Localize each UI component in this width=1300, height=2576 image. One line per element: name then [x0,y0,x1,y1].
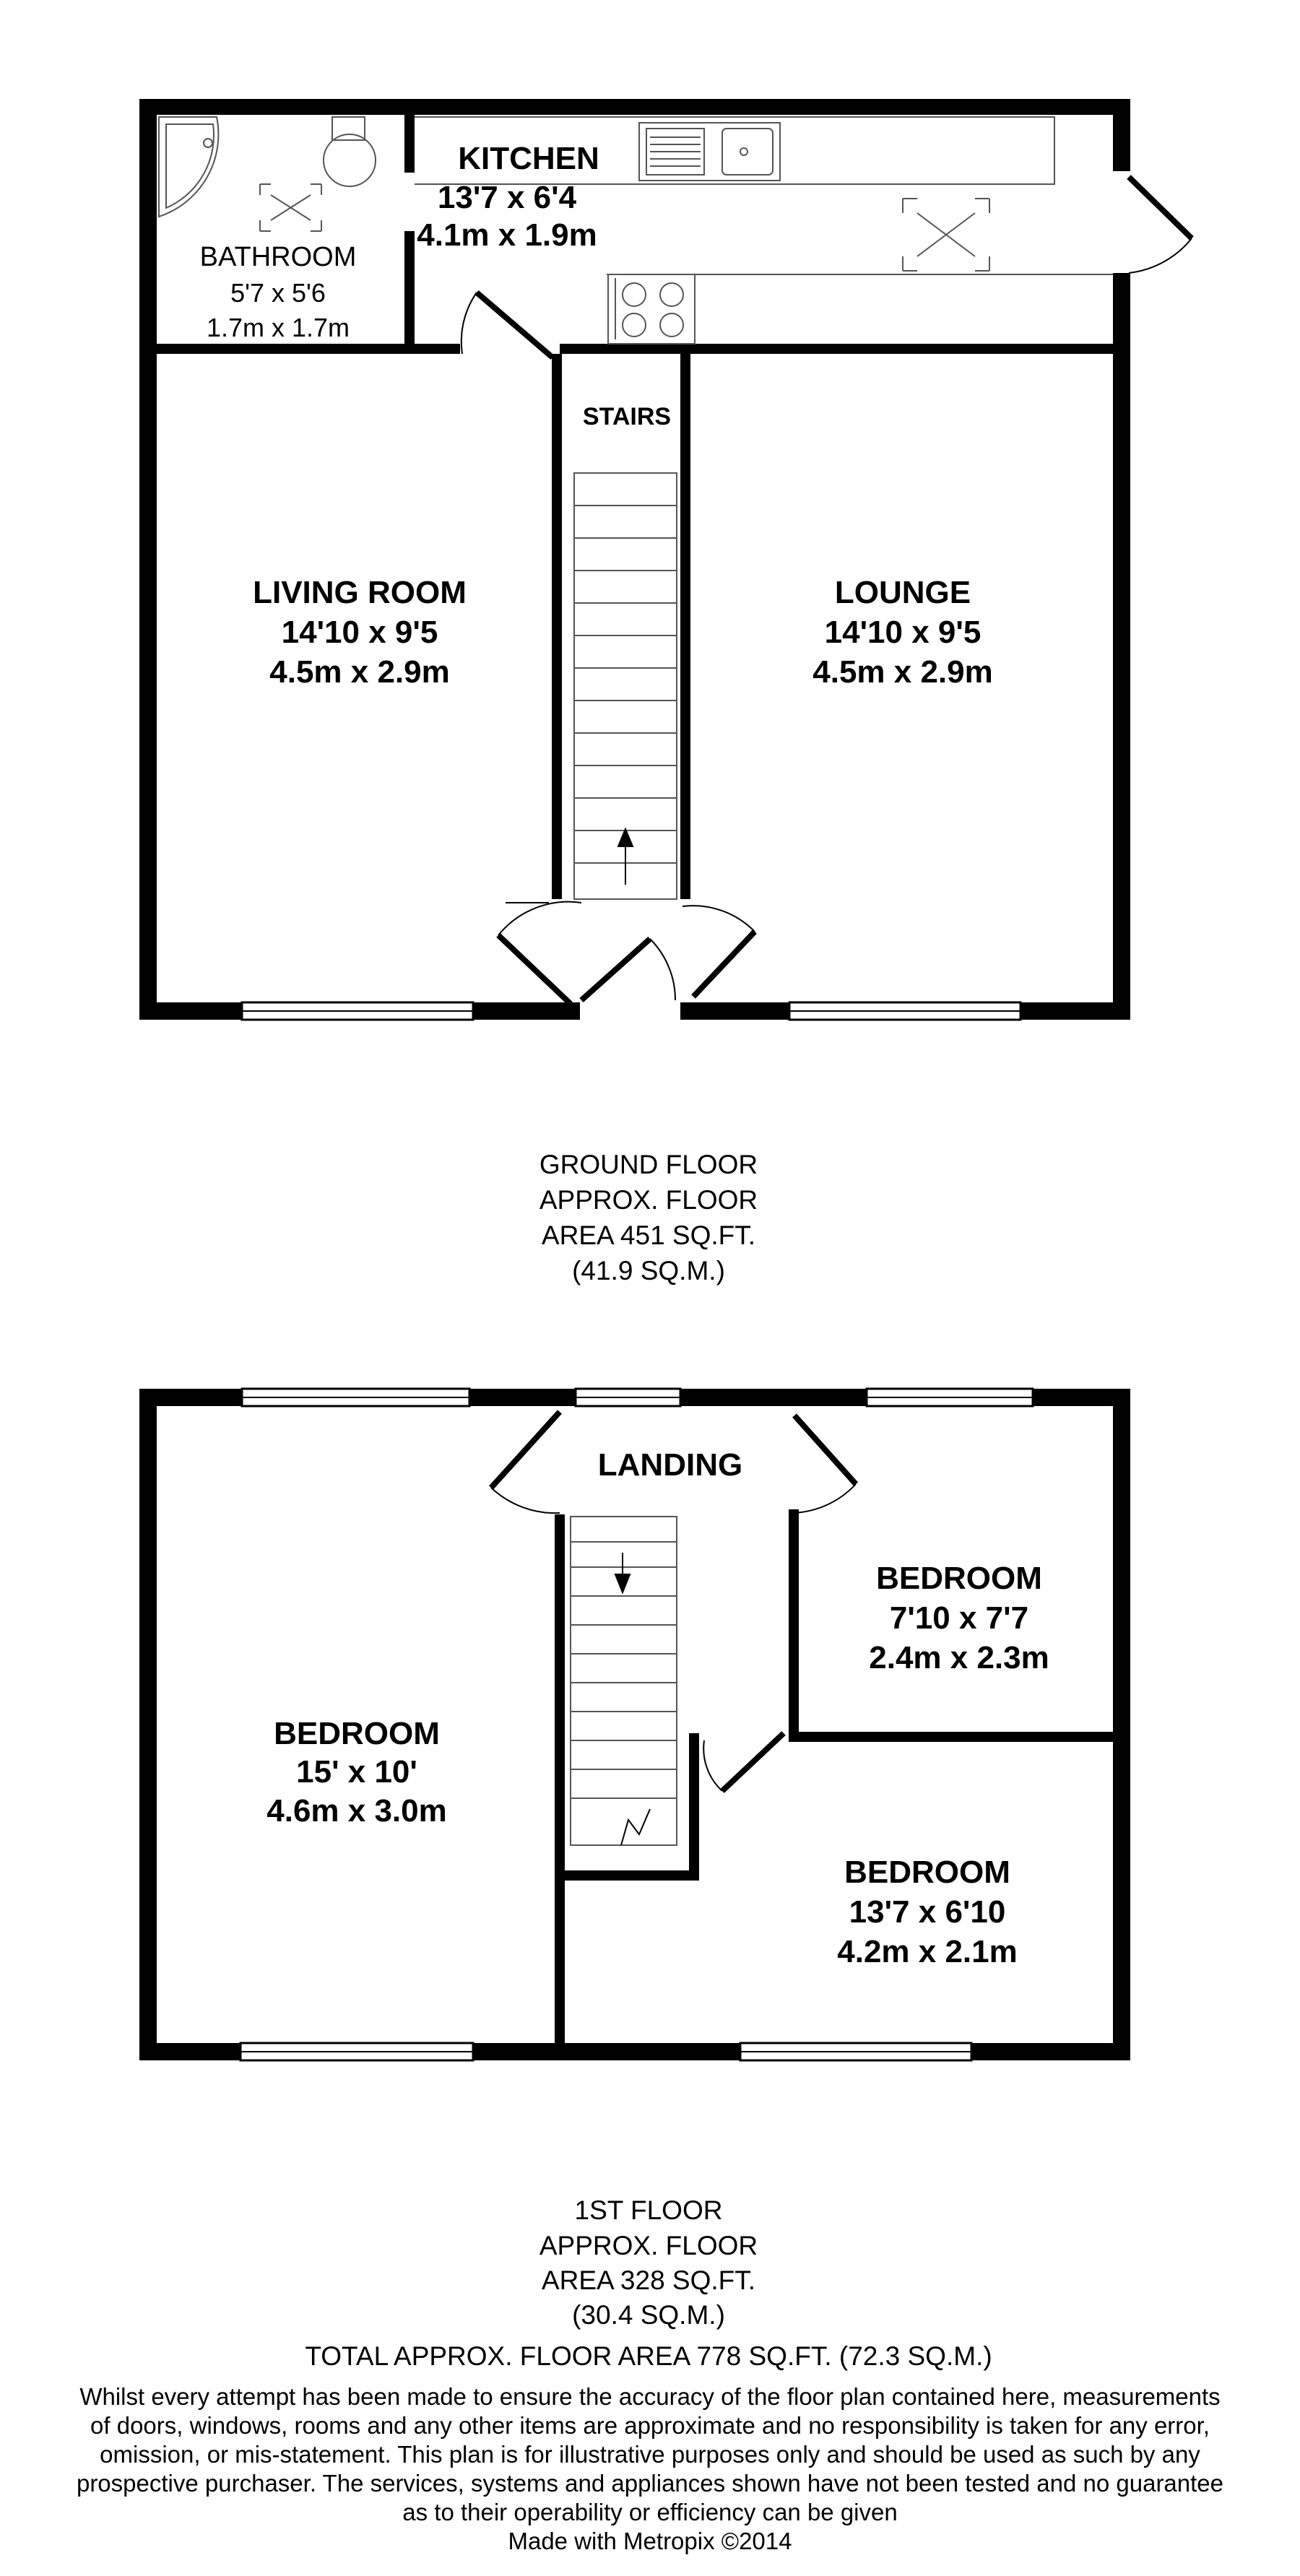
disclaimer-line: as to their operability or efficiency can be given [402,2499,898,2525]
hob-ring [623,313,646,337]
caption-line: APPROX. FLOOR [539,2231,758,2260]
bedroom-large-name: BEDROOM [274,1716,440,1751]
drainer-lines [650,137,701,166]
kitchen-skylight [903,199,989,271]
room-labels [200,141,1049,1969]
landing-name: LANDING [597,1447,743,1483]
bathroom-skylight [260,184,321,231]
ground-floor-plan [139,99,1192,1020]
disclaimer [77,2383,1223,2554]
stairs-arrow-head [618,829,633,846]
disclaimer-line: omission, or mis-statement. This plan is for illustrative purposes only and should be used as such by any [100,2441,1200,2468]
bedroom-small-dim-imperial: 7'10 x 7'7 [889,1600,1029,1636]
caption-line: AREA 328 SQ.FT. [541,2265,756,2295]
ground-floor-stairs [574,473,677,899]
first-floor-caption [540,2195,758,2330]
lounge-dim-imperial: 14'10 x 9'5 [824,615,982,650]
kitchen-dim-metric: 4.1m x 1.9m [417,217,597,253]
caption-line: GROUND FLOOR [539,1150,758,1179]
total-floor-area: TOTAL APPROX. FLOOR AREA 778 SQ.FT. (72.3 SQ.M.) [305,2341,992,2371]
bathroom-fixtures [159,117,376,231]
living-room-dim-metric: 4.5m x 2.9m [269,654,450,690]
hob-ring [660,313,683,337]
stairs-break-line [621,1809,650,1845]
disclaimer-line: Made with Metropix ©2014 [508,2528,792,2554]
lounge-name: LOUNGE [834,575,971,610]
bedroom-small-name: BEDROOM [876,1561,1042,1596]
first-floor-stairs [571,1517,677,1845]
lounge-dim-metric: 4.5m x 2.9m [812,654,993,690]
living-room-name: LIVING ROOM [253,575,467,610]
bedroom-mid-dim-imperial: 13'7 x 6'10 [849,1894,1006,1930]
bathroom-dim-metric: 1.7m x 1.7m [206,313,350,342]
disclaimer-line: prospective purchaser. The services, systems and appliances shown have not been tested and no guarantee [76,2470,1224,2497]
disclaimer-line: Whilst every attempt has been made to ensure the accuracy of the floor plan contained here, measurements [79,2383,1221,2410]
caption-line: 1ST FLOOR [574,2195,723,2225]
kitchen-dim-imperial: 13'7 x 6'4 [437,180,577,215]
bedroom-large-dim-metric: 4.6m x 3.0m [266,1793,447,1829]
caption-line: APPROX. FLOOR [539,1185,758,1215]
kitchen-name: KITCHEN [458,141,599,176]
caption-line: AREA 451 SQ.FT. [541,1220,756,1250]
bedroom-large-dim-imperial: 15' x 10' [296,1754,417,1790]
bedroom-small-dim-metric: 2.4m x 2.3m [869,1640,1049,1675]
ground-floor-doors [462,177,1192,1004]
ground-floor-caption [540,1150,758,1285]
ground-floor-windows [242,1002,1020,1020]
bedroom-mid-name: BEDROOM [844,1855,1010,1890]
bathroom-dim-imperial: 5'7 x 5'6 [230,278,326,308]
caption-line: (30.4 SQ.M.) [572,2300,725,2330]
ground-floor-walls [139,99,1130,1020]
stairs-arrow-head [615,1574,630,1592]
hob-ring [660,283,683,306]
disclaimer-line: of doors, windows, rooms and any other items are approximate and no responsibility is taken for any error, [90,2412,1210,2439]
living-room-dim-imperial: 14'10 x 9'5 [281,615,438,650]
hob-ring [623,283,646,306]
bedroom-mid-dim-metric: 4.2m x 2.1m [837,1934,1018,1969]
stairs-label: STAIRS [582,403,672,430]
caption-line: (41.9 SQ.M.) [572,1256,725,1285]
bathroom-name: BATHROOM [199,242,357,272]
